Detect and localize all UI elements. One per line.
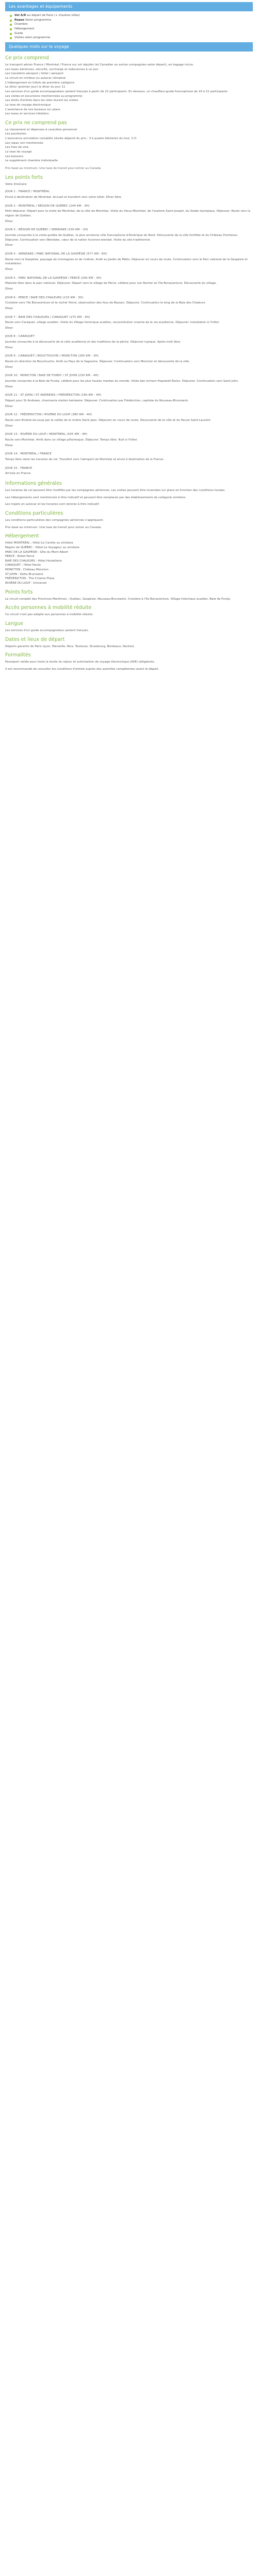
dates-title: Dates et lieux de départ	[5, 636, 65, 642]
day-description: Route en direction de Bouctouche. Arrêt au Pays de la Sagouine. Déjeuner. Continuation vers Moncton et découverte de la ville.	[5, 360, 190, 364]
day-meal: Dîner	[5, 287, 13, 291]
exclus-line: Les pourboires	[5, 132, 27, 136]
day-title: JOUR 15 : FRANCE	[5, 466, 33, 470]
day-description: Route vers Rivière-du-Loup par la vallée de la rivière Saint-Jean. Déjeuner en cours de route. Découverte de la ville et du fleuve Saint-Laurent.	[5, 419, 212, 422]
day-meal: Dîner	[5, 444, 13, 447]
day-description: Arrivée en France.	[5, 472, 31, 476]
prix-line: Le dîner (premier jour) le dîner du jour 11	[5, 86, 66, 89]
prix-line: Les services d'un guide accompagnateur parlant français à partir de 22 participants. En dessous, un chauffeur-guide francophone de 16 à 21 participants	[5, 90, 228, 93]
formalites-p2: Il est recommandé de consulter les conditions d'entrée auprès des autorités compétentes avant le départ.	[5, 668, 159, 671]
day-description: Route vers Caraquet, village acadien. Visite du Village historique acadien, reconstitution vivante de la vie acadienne. Déjeuner. Installation à l'hôtel.	[5, 321, 220, 325]
exclus-line: Le supplément chambre individuelle	[5, 159, 58, 163]
day-meal: Dîner	[5, 385, 13, 388]
highlight-item: Guide	[9, 31, 253, 36]
day-description: Croisière vers l'île Bonaventure et le rocher Percé, observation des fous de Bassan. Déjeuner. Continuation le long de la Baie des Chaleurs.	[5, 301, 206, 305]
exclus-line: Les boissons	[5, 155, 24, 158]
highlight-item: Vol A/R au départ de Paris (+ d'autres villes)	[9, 13, 253, 18]
itinerary-day	[5, 354, 253, 369]
itinerary-days	[5, 190, 253, 476]
day-description: Journée consacrée à la découverte de la côte acadienne et des traditions de la pêche. Déjeuner typique. Après-midi libre.	[5, 341, 181, 344]
prix-line: Les taxes aériennes, sécurité, surcharge et redevances à ce jour	[5, 67, 99, 71]
highlight-item: Chambre	[9, 22, 253, 27]
price-note: Prix basé au minimum. Une taxe de transit pour entrer au Canada	[5, 167, 101, 171]
highlight-item: Hébergement	[9, 27, 253, 31]
itinerary-subtitle: Votre itinéraire	[5, 182, 27, 186]
day-title: JOUR 8 : CARAQUET	[5, 335, 35, 338]
prix-line: Les droits d'entrée dans les sites durant les visites	[5, 99, 78, 103]
day-description: Petit déjeuner. Départ pour la visite de Montréal, de la ville de Montréal. Visite du Vieux-Montréal, de l'oratoire Saint-Joseph, du Stade olympique. Déjeuner. Route vers la région de Québec.	[5, 210, 250, 217]
day-title: JOUR 5 : PARC NATIONAL DE LA GASPÉSIE / PERCÉ (290 KM - 3H)	[5, 276, 102, 280]
highlight-item: Visites selon programme	[9, 36, 253, 40]
hotel-line: RIVIÈRE DU LOUP : Universel	[5, 582, 47, 585]
langue-title: Langue	[5, 621, 24, 627]
general-title: Informations générales	[5, 480, 62, 486]
hotel-line: PARC DE LA GASPÉSIE : Gîte du Mont Albert	[5, 550, 69, 554]
forts-title: Points forts	[5, 589, 33, 595]
day-description: Journée consacrée à la Baie de Fundy, célèbre pour les plus hautes marées du monde. Visite des rochers Hopewell Rocks. Déjeuner. Continuation vers Saint John.	[5, 380, 239, 383]
itinerary-day	[5, 452, 253, 462]
hotel-line: ST JOHN : Delta Brunswick	[5, 572, 43, 576]
day-meal: Dîner	[5, 307, 13, 310]
day-title: JOUR 13 : RIVIÈRE DU LOUP / MONTRÉAL (435 KM - 4H)	[5, 433, 88, 436]
prix-line: L'hébergement en hôtels de première catégorie	[5, 81, 75, 84]
highlight-item: Repas Selon programme	[9, 18, 253, 23]
itinerary-day	[5, 393, 253, 409]
hotel-line: Région de QUÉBEC : Hôtel Le Voyageur ou similaire	[5, 546, 79, 549]
exclus-line: Les frais de visa	[5, 146, 29, 149]
day-title: JOUR 3 : RÉGION DE QUÉBEC / WENDAKE (100 KM - 2H)	[5, 228, 88, 232]
highlights-banner: Les avantages et équipements	[5, 2, 253, 11]
general-p2: Les hébergements sont mentionnés à titre indicatif et peuvent être remplacés par des établissements de catégorie similaire.	[5, 496, 186, 499]
general-p1: Les horaires de vol peuvent être modifiés par les compagnies aériennes. Les visites peuvent être inversées sur place en fonction des conditions locales.	[5, 488, 225, 492]
day-meal: Dîner	[5, 326, 13, 330]
forts-p1: Le circuit complet des Provinces Maritimes : Québec, Gaspésie, Nouveau-Brunswick. Croisière à l'île Bonaventure, Village historique acadien, Baie de Fundy.	[5, 597, 231, 601]
prix-line: L'assistance de nos bureaux sur place	[5, 108, 60, 111]
highlights-list	[9, 13, 253, 40]
page	[5, 0, 253, 674]
hotels-list	[5, 541, 253, 586]
prix-title: Ce prix comprend	[5, 55, 49, 61]
itinerary-day	[5, 315, 253, 331]
day-title: JOUR 10 : MONCTON / BAIE DE FUNDY / ST JOHN (230 KM - 4H)	[5, 374, 99, 378]
day-title: JOUR 4 : WENDAKE / PARC NATIONAL DE LA GASPÉSIE (577 KM - 6H)	[5, 252, 107, 256]
itinerary-day	[5, 334, 253, 350]
itinerary-day	[5, 204, 253, 224]
itinerary-day	[5, 413, 253, 428]
exclus-line: Le classement et dépenses à caractère personnel	[5, 128, 77, 131]
conditions-title: Conditions particulières	[5, 510, 63, 516]
prix-line: Le transport aérien France / Montréal / France sur vol régulier (et Canadian ou autres compagnies selon départ), en bagage inclus.	[5, 63, 194, 66]
exclus-title: Ce prix ne comprend pas	[5, 120, 67, 126]
exclus-line: L'assurance annulation complète (durée dépend du prix : 3 à quatre éléments du tour, h.f)	[5, 137, 137, 141]
exclus-line: Les repas non mentionnés	[5, 141, 43, 145]
itinerary-day	[5, 466, 253, 476]
day-description: Route vers Montréal. Arrêt dans un village pittoresque. Déjeuner. Temps libre. Nuit à l'hôtel.	[5, 438, 138, 442]
conditions-p2: Prix basé au minimum. Une taxe de transit pour entrer au Canada.	[5, 526, 102, 529]
hotel-line: Hôtel MONTRÉAL : Hôtel Le Cantlie ou similaire	[5, 541, 73, 545]
itinerary-day	[5, 252, 253, 272]
day-title: JOUR 9 : CARAQUET / BOUCTOUCHE / MONCTON (265 KM - 3H)	[5, 354, 99, 358]
day-meal: Dîner	[5, 219, 13, 223]
day-meal: Dîner	[5, 404, 13, 408]
itinerary-day	[5, 432, 253, 448]
day-title: JOUR 12 : FRÉDÉRICTON / RIVIÈRE DU LOUP (380 KM - 4H)	[5, 413, 92, 417]
exclus-line: La taxe de voyage	[5, 150, 32, 154]
day-title: JOUR 14 : MONTRÉAL / FRANCE	[5, 452, 52, 456]
day-meal: Dîner	[5, 267, 13, 271]
formalites-title: Formalités	[5, 652, 31, 658]
day-title: JOUR 6 : PERCÉ / BAIE DES CHALEURS (215 KM - 3H)	[5, 296, 84, 299]
day-description: Journée consacrée à la visite guidée de Québec, la plus ancienne ville francophone d'Amérique du Nord. Découverte de la ville fortifiée et du Château Frontenac. Déjeuner. Continuation vers Wendake, cœur de la nation huronne-wendat. Visite du site traditionnel.	[5, 233, 238, 242]
prix-line: Les taxes et services hôteliers	[5, 112, 49, 116]
hotels-title: Hébergement	[5, 533, 39, 539]
hotel-line: BAIE DES CHALEURS : Hôtel Hostellerie	[5, 559, 62, 563]
hotel-line: CARAQUET : Hôtel Paulin	[5, 564, 41, 567]
exclus-list	[5, 128, 253, 163]
itinerary-day	[5, 296, 253, 311]
day-title: JOUR 1 : FRANCE / MONTRÉAL	[5, 190, 50, 194]
itinerary-day	[5, 190, 253, 199]
itinerary-day	[5, 276, 253, 292]
prix-line: Les transferts aéroport / hôtel / aéroport	[5, 72, 64, 76]
day-description: Temps libre selon les horaires de vol. Transfert vers l'aéroport de Montréal et envol à destination de la France.	[5, 457, 165, 461]
day-meal: Dîner	[5, 346, 13, 349]
hotel-line: FRÉDÉRICTON : The Crowne Plaza	[5, 577, 55, 581]
access-p1: Ce circuit n'est pas adapté aux personnes à mobilité réduite.	[5, 613, 93, 617]
day-description: Matinée libre dans le parc national. Déjeuner. Départ vers le village de Percé, célèbre pour son Rocher et l'île Bonaventure. Découverte du village.	[5, 282, 217, 285]
itinerary-day	[5, 374, 253, 389]
prix-line: Les visites et excursions mentionnées au programme	[5, 94, 83, 98]
prix-line: Le circuit en minibus ou autocar climatisé	[5, 76, 66, 80]
day-meal: Dîner	[5, 424, 13, 428]
langue-p1: Les services d'un guide accompagnateur parlant français.	[5, 629, 89, 633]
prix-line: La taxe de voyage électronique	[5, 103, 51, 107]
day-meal: Dîner	[5, 365, 13, 369]
itinerary-day	[5, 228, 253, 248]
day-description: Départ pour St Andrews, charmante station balnéaire. Déjeuner. Continuation par Frédéricton, capitale du Nouveau-Brunswick.	[5, 399, 189, 403]
day-title: JOUR 7 : BAIE DES CHALEURS / CARAQUET (275 KM - 3H)	[5, 315, 90, 319]
overview-banner: Quelques mots sur le voyage	[5, 42, 253, 52]
day-description: Envol à destination de Montréal. Accueil et transfert vers votre hôtel. Dîner libre.	[5, 196, 122, 199]
hotel-line: MONCTON : Château Moncton	[5, 568, 49, 572]
day-title: JOUR 11 : ST JOHN / ST ANDREWS / FRÉDÉRICTON (190 KM - 4H)	[5, 394, 102, 397]
day-description: Route vers la Gaspésie, paysage de montagnes et de rivières. Arrêt au Jardin de Métis. Déjeuner en cours de route. Continuation vers le Parc national de la Gaspésie et installation.	[5, 258, 248, 266]
dates-p1: Départs garantis de Paris (Lyon, Marseille, Nice, Toulouse, Strasbourg, Bordeaux, Nantes).	[5, 645, 135, 648]
conditions-p1: Les conditions particulières des compagnies aériennes s'appliquent.	[5, 518, 104, 522]
formalites-p1: Passeport valide pour toute la durée du séjour et autorisation de voyage électronique (AVE) obligatoire.	[5, 660, 155, 664]
day-meal: Dîner	[5, 244, 13, 247]
hotel-line: PERCÉ : Riôtel Percé	[5, 555, 35, 558]
day-title: JOUR 2 : MONTRÉAL / RÉGION DE QUÉBEC (244 KM - 3H)	[5, 204, 90, 208]
general-p3: Les trajets en autocar et les horaires sont donnés à titre indicatif.	[5, 503, 100, 506]
access-title: Accès personnes à mobilité réduite	[5, 605, 92, 611]
prix-list	[5, 63, 253, 116]
itinerary-title: Les points forts	[5, 174, 43, 180]
